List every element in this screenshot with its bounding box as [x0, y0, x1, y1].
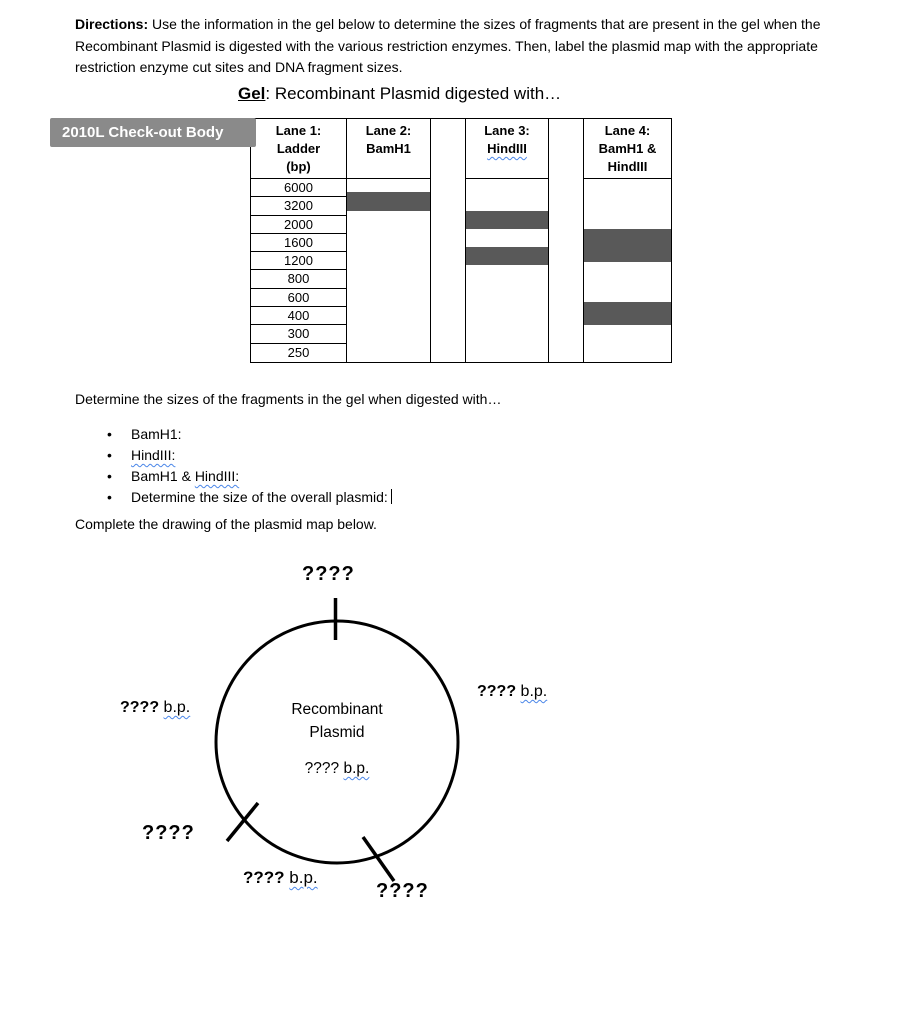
plasmid-bottom-right-label: ???? — [376, 880, 429, 902]
ladder-value: 300 — [251, 325, 346, 343]
ladder-value: 2000 — [251, 216, 346, 234]
gel-spacer-2 — [548, 118, 584, 363]
plasmid-center-text — [237, 698, 437, 780]
gel-heading-word: Gel — [238, 84, 266, 103]
fragment-questions-list — [105, 424, 392, 508]
gel-heading-rest: : Recombinant Plasmid digested with… — [265, 84, 562, 103]
gel-heading — [238, 84, 561, 104]
plasmid-name-line2: Plasmid — [309, 724, 365, 741]
bullet-overall-plasmid[interactable]: • Determine the size of the overall plasmid: — [105, 487, 392, 508]
plasmid-left-label: ???? b.p. — [120, 699, 191, 716]
lane3-body — [466, 179, 548, 362]
gel-band — [466, 211, 548, 229]
ladder-value: 1200 — [251, 252, 346, 270]
gel-band — [584, 229, 671, 262]
complete-line: Complete the drawing of the plasmid map below. — [75, 516, 377, 532]
gel-band — [584, 302, 671, 325]
plasmid-center-bp: b.p. — [343, 760, 370, 777]
ladder-value: 3200 — [251, 197, 346, 215]
plasmid-bottom-left-label: ???? — [142, 822, 195, 844]
lane2-title: Lane 2: — [365, 123, 412, 138]
directions-label: Directions: — [75, 16, 149, 32]
lane4-title: Lane 4: — [604, 123, 651, 138]
lane4-subtitle: BamH1 & — [598, 141, 657, 156]
lane2-subtitle: BamH1 — [366, 141, 411, 156]
lane3-header — [466, 119, 548, 179]
bullet-hindiii[interactable]: • HindIII: — [105, 445, 392, 466]
lane1-unit: (bp) — [286, 159, 311, 174]
gel-table — [250, 118, 672, 363]
lane2-body — [347, 179, 430, 362]
ladder-value: 1600 — [251, 234, 346, 252]
bullet-bamh1[interactable]: • BamH1: — [105, 424, 392, 445]
ladder-value: 400 — [251, 307, 346, 325]
ladder-value: 600 — [251, 289, 346, 307]
cut-site-tick-bottom-left — [227, 803, 258, 841]
gel-lane-hindiii — [465, 118, 549, 363]
lane3-subtitle: HindIII — [487, 141, 527, 156]
gel-spacer-1 — [430, 118, 466, 363]
gel-band — [347, 192, 430, 210]
ladder-value: 800 — [251, 270, 346, 288]
gel-lane-bamh1 — [346, 118, 431, 363]
directions-body: Use the information in the gel below to determine the sizes of fragments that are present in the gel when the Recombinant Plasmid is digested with the various restriction enzymes. Then, label the plasmid map with the appropriate restriction enzyme cut sites and DNA fragment sizes. — [75, 16, 821, 76]
lane4-body — [584, 179, 671, 362]
gel-lane-ladder — [250, 118, 347, 363]
determine-line: Determine the sizes of the fragments in the gel when digested with… — [75, 391, 502, 407]
directions-paragraph — [75, 14, 843, 79]
text-cursor[interactable] — [391, 489, 393, 504]
bullet-bamh1-hindiii[interactable]: • BamH1 & HindIII: — [105, 466, 392, 487]
lane1-header — [251, 119, 346, 179]
style-badge: 2010L Check-out Body — [50, 118, 256, 147]
lane2-header — [347, 119, 430, 179]
lane3-title: Lane 3: — [484, 123, 530, 138]
ladder-rows — [251, 179, 346, 362]
plasmid-left-bp: b.p. — [163, 699, 191, 716]
ladder-value: 250 — [287, 344, 310, 360]
gel-lane-bamh1-hindiii — [583, 118, 672, 363]
plasmid-center-size: ???? b.p. — [304, 760, 370, 777]
lane1-title: Lane 1: — [275, 123, 322, 138]
lane4-subtitle2: HindIII — [607, 159, 648, 174]
plasmid-bottom-center-bp: b.p. — [289, 868, 318, 887]
plasmid-top-label: ???? — [302, 563, 355, 585]
plasmid-name-line1: Recombinant — [291, 701, 383, 718]
plasmid-right-label: ???? b.p. — [477, 683, 548, 700]
lane4-header — [584, 119, 671, 179]
lane1-subtitle: Ladder — [276, 141, 321, 156]
gel-band — [466, 247, 548, 265]
plasmid-bottom-center-label: ???? b.p. — [243, 868, 318, 887]
plasmid-right-bp: b.p. — [520, 683, 548, 700]
ladder-value: 6000 — [251, 179, 346, 197]
